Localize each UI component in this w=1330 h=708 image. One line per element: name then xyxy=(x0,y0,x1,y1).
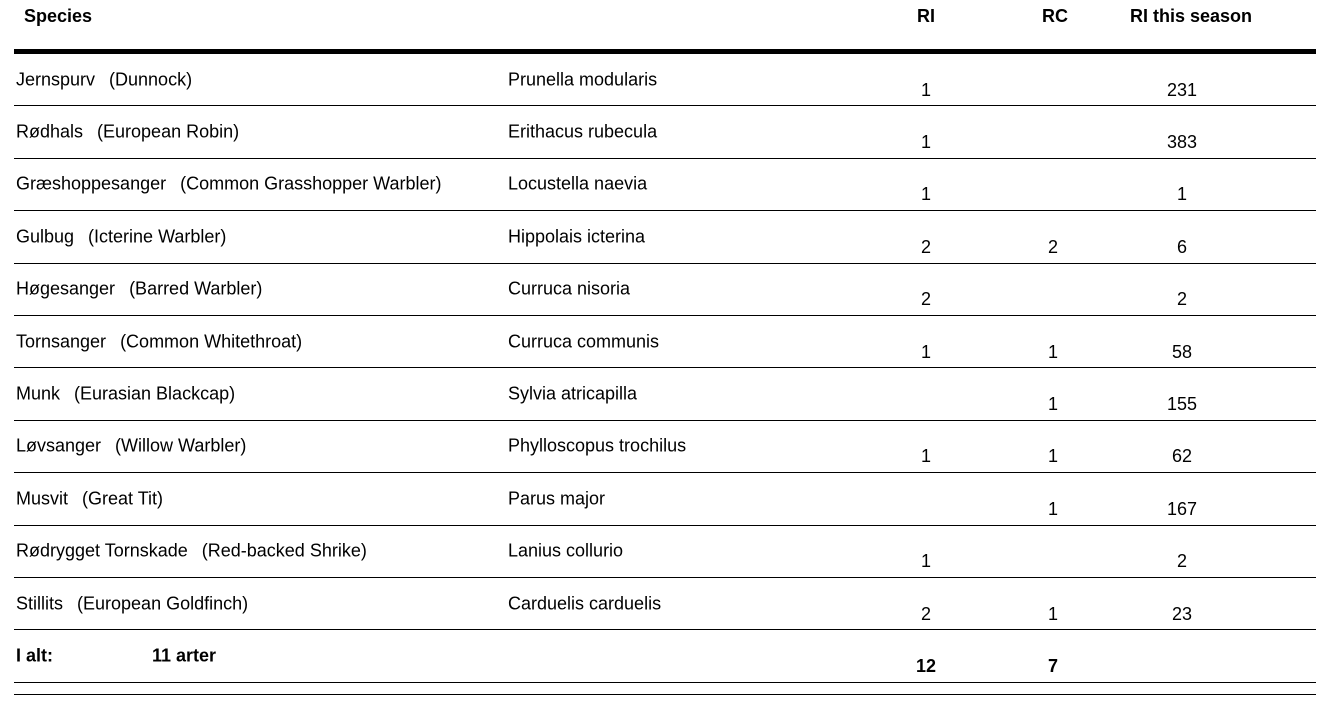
latin-name: Hippolais icterina xyxy=(508,226,646,247)
danish-name: Gulbug xyxy=(16,226,75,247)
danish-name: Stillits xyxy=(16,593,64,614)
danish-name: Løvsanger xyxy=(16,435,102,456)
english-name: (Dunnock) xyxy=(109,69,193,90)
danish-name: Jernspurv xyxy=(16,69,96,90)
latin-name: Lanius collurio xyxy=(508,540,624,561)
table-row xyxy=(14,264,1316,316)
english-name: (Willow Warbler) xyxy=(115,435,247,456)
species-name-cell xyxy=(16,122,239,143)
table-row xyxy=(14,526,1316,578)
danish-name: Musvit xyxy=(16,488,69,509)
ri-season-value: 2 xyxy=(1176,289,1188,310)
latin-name: Curruca communis xyxy=(508,331,660,352)
ri-season-value: 1 xyxy=(1176,184,1188,205)
danish-name: Høgesanger xyxy=(16,278,116,299)
english-name: (Red-backed Shrike) xyxy=(201,540,367,561)
english-name: (Common Whitethroat) xyxy=(120,331,303,352)
ri-value: 2 xyxy=(920,236,932,257)
rc-value: 1 xyxy=(1047,498,1059,519)
english-name: (Barred Warbler) xyxy=(129,278,263,299)
total-ri: 12 xyxy=(915,655,937,676)
total-row xyxy=(14,630,1316,682)
danish-name: Græshoppesanger xyxy=(16,173,167,194)
english-name: (European Goldfinch) xyxy=(77,593,249,614)
header-species: Species xyxy=(24,6,93,26)
danish-name: Munk xyxy=(16,383,61,404)
species-name-cell xyxy=(16,436,246,457)
danish-name: Tornsanger xyxy=(16,331,107,352)
table-body xyxy=(14,54,1316,630)
ri-season-value: 231 xyxy=(1166,79,1198,100)
table-row xyxy=(14,106,1316,158)
ri-value: 1 xyxy=(920,79,932,100)
species-name-cell xyxy=(16,541,367,562)
latin-name: Locustella naevia xyxy=(508,173,648,194)
header-ri-season: RI this season xyxy=(1130,6,1253,26)
english-name: (Great Tit) xyxy=(82,488,164,509)
ri-season-value: 2 xyxy=(1176,551,1188,572)
total-species-count: 11 arter xyxy=(152,645,217,666)
latin-name: Sylvia atricapilla xyxy=(508,383,638,404)
ri-value: 2 xyxy=(920,289,932,310)
ri-value: 1 xyxy=(920,132,932,153)
english-name: (Common Grasshopper Warbler) xyxy=(180,173,442,194)
species-name-cell xyxy=(16,384,235,405)
ri-value: 1 xyxy=(920,551,932,572)
table-row xyxy=(14,54,1316,106)
table-row xyxy=(14,421,1316,473)
species-table xyxy=(14,0,1316,695)
ri-value: 1 xyxy=(920,184,932,205)
table-row xyxy=(14,578,1316,630)
species-name-cell xyxy=(16,331,302,352)
latin-name: Carduelis carduelis xyxy=(508,593,662,614)
table-row xyxy=(14,473,1316,525)
english-name: (Eurasian Blackcap) xyxy=(74,383,236,404)
danish-name: Rødrygget Tornskade xyxy=(16,540,188,561)
species-name-cell xyxy=(16,279,262,300)
ri-season-value: 383 xyxy=(1166,132,1198,153)
header-rc: RC xyxy=(1042,6,1068,26)
table-row xyxy=(14,368,1316,420)
rc-value: 1 xyxy=(1047,394,1059,415)
species-name-cell xyxy=(16,488,163,509)
latin-name: Prunella modularis xyxy=(508,69,658,90)
table-row xyxy=(14,316,1316,368)
latin-name: Phylloscopus trochilus xyxy=(508,435,687,456)
ri-season-value: 167 xyxy=(1166,498,1198,519)
total-rc: 7 xyxy=(1047,655,1059,676)
latin-name: Parus major xyxy=(508,488,606,509)
table-header xyxy=(14,0,1316,54)
rc-value: 2 xyxy=(1047,236,1059,257)
species-name-cell xyxy=(16,593,248,614)
english-name: (European Robin) xyxy=(97,121,240,142)
footer-divider xyxy=(14,683,1316,695)
rc-value: 1 xyxy=(1047,603,1059,624)
species-name-cell xyxy=(16,226,226,247)
latin-name: Curruca nisoria xyxy=(508,278,631,299)
rc-value: 1 xyxy=(1047,446,1059,467)
rc-value: 1 xyxy=(1047,341,1059,362)
ri-season-value: 58 xyxy=(1171,341,1193,362)
ri-value: 1 xyxy=(920,446,932,467)
ri-season-value: 155 xyxy=(1166,394,1198,415)
table-row xyxy=(14,211,1316,263)
header-ri: RI xyxy=(917,6,935,26)
ri-season-value: 23 xyxy=(1171,603,1193,624)
english-name: (Icterine Warbler) xyxy=(88,226,227,247)
latin-name: Erithacus rubecula xyxy=(508,121,658,142)
table-row xyxy=(14,159,1316,211)
danish-name: Rødhals xyxy=(16,121,84,142)
ri-value: 2 xyxy=(920,603,932,624)
species-name-cell xyxy=(16,174,442,195)
total-label: I alt: xyxy=(16,645,54,666)
species-name-cell xyxy=(16,69,192,90)
ri-season-value: 62 xyxy=(1171,446,1193,467)
ri-season-value: 6 xyxy=(1176,236,1188,257)
ri-value: 1 xyxy=(920,341,932,362)
